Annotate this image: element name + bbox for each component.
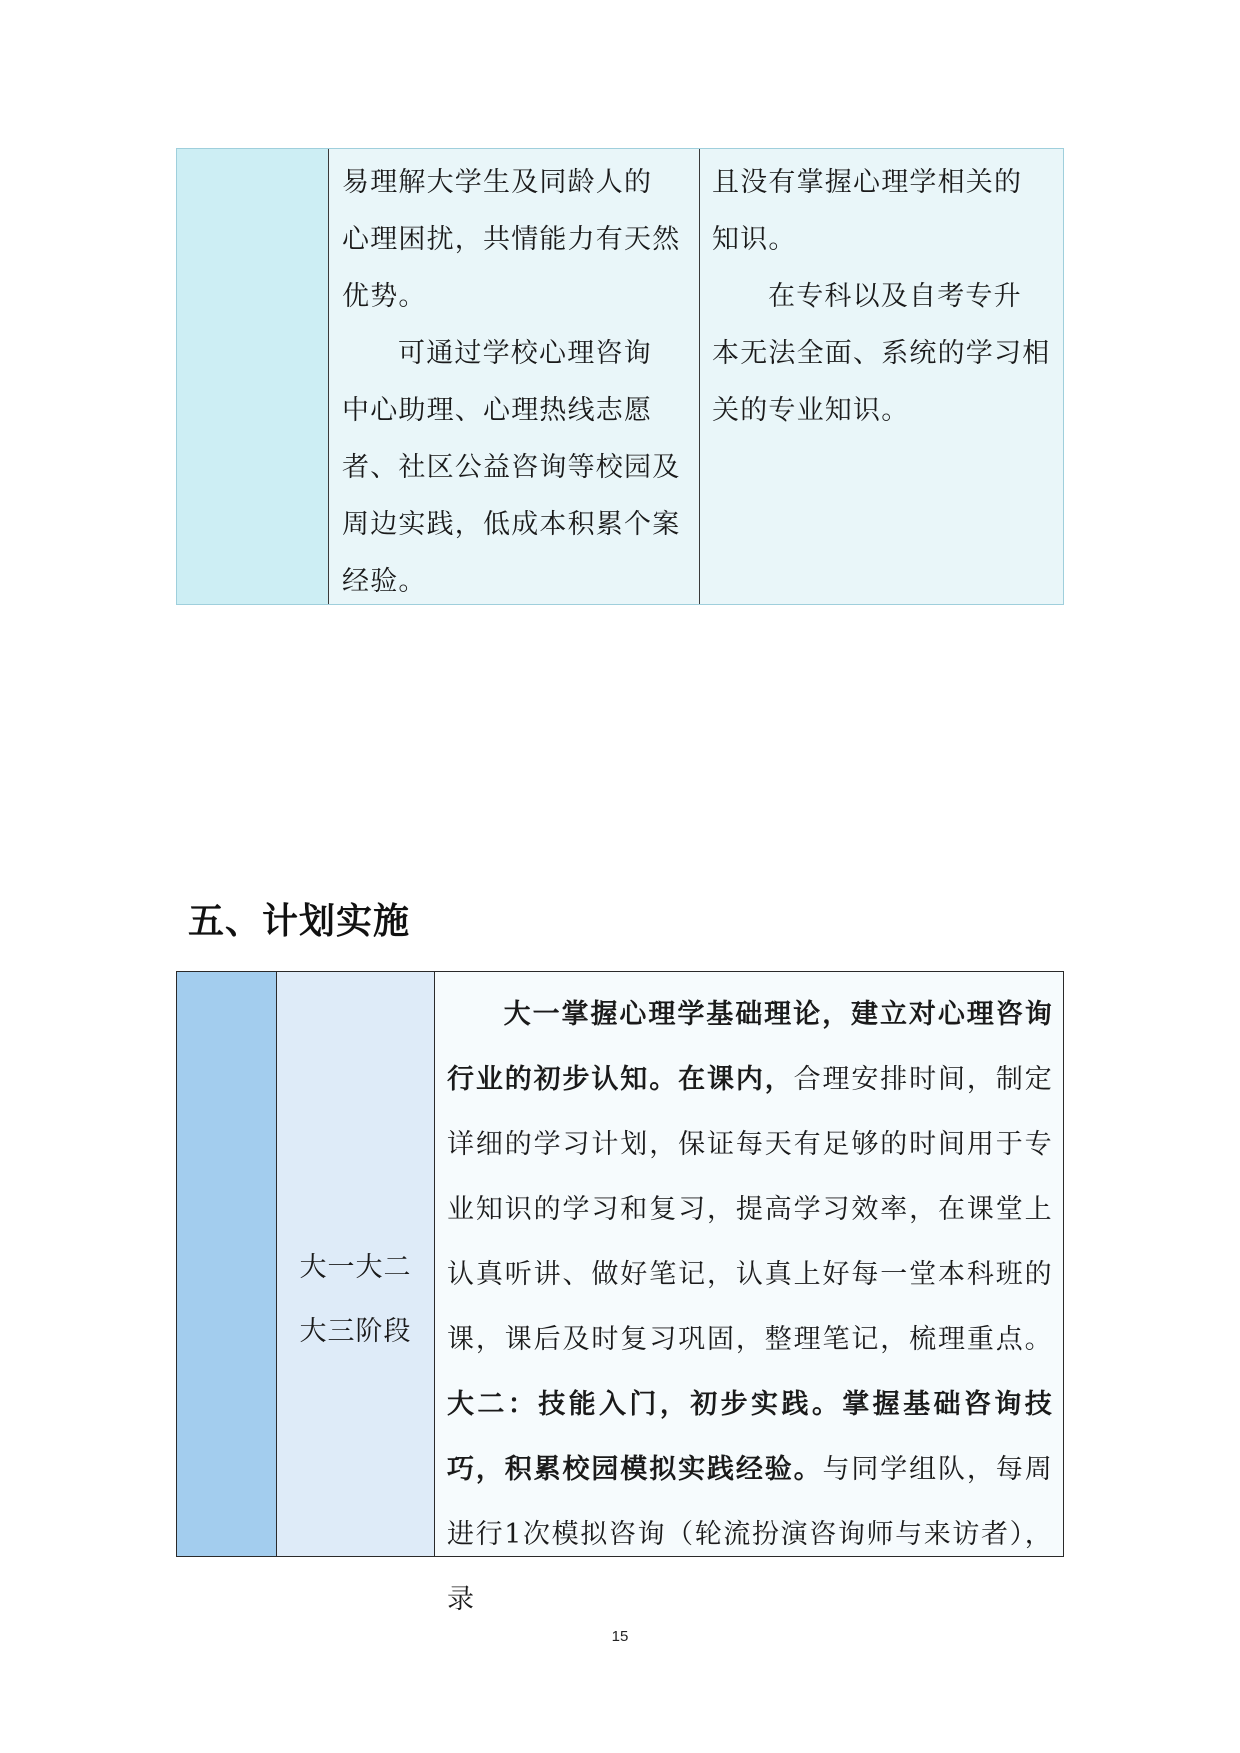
stage-label-line: 大一大二 — [299, 1252, 412, 1283]
text-line: 易理解大学生及同龄人的 — [342, 167, 653, 198]
section-heading: 五、计划实施 — [188, 901, 411, 942]
year1-detail: 合理安排时间，制定详细的学习计划，保证每天有足够的时间用于专业知识的学习和复习，提高学习效率，在课堂上认真听讲、做好笔记，认真上好每一堂本科班的课，课后及时复习巩固，整理笔记，梳理重点。 — [447, 1064, 1053, 1355]
disadvantages-paragraph-2 — [712, 268, 1057, 439]
text-line: 者、社区公益咨询等校园及 — [342, 452, 681, 483]
plan-text — [447, 982, 1053, 1632]
disadvantages-paragraph-1 — [712, 154, 1057, 268]
text-line: 且没有掌握心理学相关的 — [712, 167, 1023, 198]
stage-label-line: 大三阶段 — [299, 1316, 412, 1347]
text-line: 优势。 — [342, 281, 427, 312]
text-line: 中心助理、心理热线志愿 — [342, 395, 653, 426]
stage-cell — [277, 972, 435, 1556]
stage-label — [300, 1236, 412, 1364]
table-row-header-cell — [177, 149, 329, 604]
text-line: 知识。 — [712, 224, 797, 255]
text-line: 本无法全面、系统的学习相 — [712, 338, 1051, 369]
year1-goal: 大一掌握心理学基础理论，建立对心理咨询行业的初步认知。在课内， — [447, 999, 1053, 1095]
plan-content-cell — [435, 972, 1063, 1615]
disadvantages-cell — [700, 149, 1063, 604]
text-line: 心理困扰，共情能力有天然 — [342, 224, 681, 255]
advantages-paragraph-1 — [342, 154, 691, 325]
plan-table — [176, 971, 1064, 1615]
comparison-table-continued — [176, 148, 1064, 605]
text-line: 经验。 — [342, 566, 427, 597]
plan-table-header-cell — [177, 972, 277, 1556]
text-line: 关的专业知识。 — [712, 395, 910, 426]
text-line: 在专科以及自考专升 — [768, 281, 1022, 312]
text-line: 周边实践，低成本积累个案 — [342, 509, 681, 540]
text-line: 可通过学校心理咨询 — [398, 338, 652, 369]
advantages-cell — [329, 149, 700, 604]
page-number: 15 — [611, 1628, 629, 1645]
year2-goal: 大二：技能入门，初步实践。掌握基础咨询技巧，积累校园模拟实践经验。 — [447, 1389, 1053, 1485]
year2-detail: 与同学组队，每周进行1次模拟咨询（轮流扮演咨询师与来访者），录 — [447, 1454, 1053, 1615]
advantages-paragraph-2 — [342, 325, 691, 610]
